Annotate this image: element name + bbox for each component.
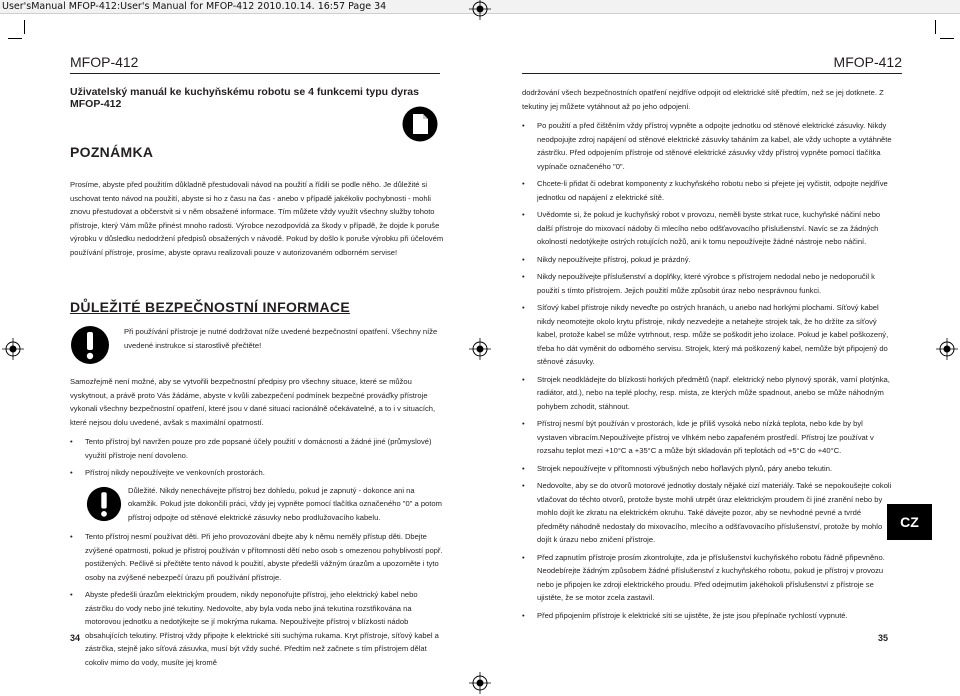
note-text: Prosíme, abyste před použitím důkladně přestudovali návod na použití a řídili se podle něho. Je důležité si uschovat tento návod na použití, abyste si ho z času na čas - anebo v případě jakékoliv pochybnosti - mohli znovu přestudovat a občerstvit si v něm obsažené informace. Tím můžete vždy využít všechny služby tohoto přístroje, který Vám může přinést mnoho radosti. Výrobce nezodpovídá za škody v případě, že dojde k poruše výrobku v důsledku nedodržení předpisů obsažených v návodě. Pokud by došlo k poruše výrobku při účelovém používání přístroje, prosíme, abyste opravu realizovali pouze v autorizovaném odborném servise! [70, 180, 444, 257]
list-item-text: Strojek neodkládejte do blízkosti horkých předmětů (např. elektrický nebo plynový sporák, varní plotýnka, radiátor, atd.), nebo na teplé plochy, resp. místa, ze kterých může spadnout, anebo se může náhodným pohybem zchodit, stáhnout. [537, 374, 890, 411]
registration-mark-left-icon [2, 338, 24, 360]
registration-mark-right-icon [936, 338, 958, 360]
list-item [70, 435, 445, 462]
bullet-icon: • [522, 179, 525, 188]
bullet-icon: • [522, 419, 525, 428]
list-item [522, 270, 894, 297]
list-item [522, 119, 894, 173]
model-label-left: MFOP-412 [70, 54, 139, 70]
bullet-icon: • [522, 374, 525, 384]
list-item-text: Nedovolte, aby se do otvorů motorové jednotky dostaly nějaké cizí materiály. Také se nepokoušejte cokoli vtlačovat do těchto otvorů, protože byste mohli utrpět úraz elektrickým proudem či jiné zranění nebo by mohlo dojít ke zkratu na elektrickém okruhu. Také dávejte pozor, aby se nevhodné pevné a tvrdé předměty náhodně nedostaly do mixovacího, mlecího a odšťavovacího příslušenství, protože by mohlo dojít k úrazu nebo zničení přístroje. [537, 481, 892, 544]
list-item-text: Chcete-li přidat či odebrat komponenty z kuchyňského robotu nebo si přejete jej vyčistit, odpojte nejdříve jednotku od napájení z elektrické sítě. [537, 179, 888, 202]
bullet-icon: • [522, 552, 525, 562]
bullet-icon: • [70, 532, 73, 541]
safety-warning-text: Při používání přístroje je nutné dodržovat níže uvedené bezpečnostní opatření. Všechny níže uvedené instrukce si starostlivě přečtěte! [124, 327, 438, 350]
bullet-icon: • [522, 481, 525, 490]
bullet-icon: • [522, 463, 525, 473]
bullet-icon: • [70, 468, 73, 477]
list-item-text: Síťový kabel přístroje nikdy neveďte po ostrých hranách, u anebo nad horkými plochami. Síťový kabel nikdy neomotejte okolo krytu přístroje, nikdy nezvedejte a netahejte strojek tak, že ho držíte za síťový kabel, protože kabel se může vytrhnout, resp. může se poškodit jeho izolace. Pokud je kabel poškozený, třeba ho dát vyměnit do odborného servisu. Strojek, který má poškozený kabel, nemůže být připojený do stěnové zásuvky. [537, 303, 889, 366]
list-item [522, 208, 894, 249]
list-item-text: Před zapnutím přístroje prosím zkontrolujte, zda je příslušenství kuchyňského robotu řádně připevněno. Neodebírejte žádným způsobem žádné příslušenství z kuchyňského robotu, pokud je přístroj v provozu nebo je připojen ke zdroji elektrického proudu. Před odejmutím jakéhokoli příslušenství z přístroje se ujistěte, že se motor zcela zastavil. [537, 552, 885, 602]
crop-line-top-left [24, 20, 25, 34]
exclamation-warning-icon [86, 486, 122, 522]
crop-line-top-right [935, 20, 936, 34]
bullet-icon: • [70, 437, 73, 446]
right-column [522, 86, 894, 626]
list-item [70, 588, 445, 669]
list-item-text: Nikdy nepoužívejte přístroj, pokud je prázdný. [537, 254, 691, 264]
registration-mark-center-icon [469, 338, 491, 360]
crop-line-top-left-h [8, 38, 22, 39]
bullet-icon: • [522, 610, 525, 620]
safety-heading: DŮLEŽITÉ BEZPEČNOSTNÍ INFORMACE [70, 299, 350, 315]
list-item [70, 466, 445, 480]
bullet-icon: • [70, 590, 73, 599]
list-item [522, 462, 894, 476]
model-label-right: MFOP-412 [833, 54, 902, 70]
list-item [522, 479, 894, 547]
bullet-icon: • [522, 272, 525, 281]
safety-warning-block [70, 325, 445, 369]
list-item [522, 177, 894, 204]
list-item-text: Po použití a před čištěním vždy přístroj vypněte a odpojte jednotku od stěnové elektrické zásuvky. Nikdy neodpojujte zdroj napájení od stěnové elektrické zásuvky taháním za kabel, ale vždy uchopte a vytáhněte zástrčku. Před odpojením přístroje od stěnové elektrické zásuvky vždy přístroj vypněte pomocí tlačítka vypínače označeného "0". [537, 121, 892, 171]
exclamation-warning-icon [70, 325, 110, 365]
manual-subtitle: Uživatelský manuál ke kuchyňskému robotu se 4 funkcemi typu dyras MFOP-412 [70, 86, 419, 110]
crop-line-top-right-h [940, 38, 954, 39]
bullet-icon: • [522, 303, 525, 312]
continued-text: dodržování všech bezpečnostních opatření nejdříve odpojit od elektrické sítě předtím, než se jej dotknete. Z tekutiny jej můžete vytáhnout až po jeho odpojení. [522, 88, 884, 111]
safety-bullets-a [70, 435, 445, 480]
bullet-icon: • [522, 210, 525, 219]
list-item [522, 253, 894, 267]
note-heading: POZNÁMKA [70, 144, 154, 160]
registration-mark-top-icon [469, 0, 491, 20]
unattended-warning-text: Důležité. Nikdy nenechávejte přístroj bez dohledu, pokud je zapnutý - dokonce ani na okamžik. Pokud jste dokončili práci, vždy jej vypněte pomocí tlačítka označeného "0" a potom přístroj odpojte od stěnové elektrické zásuvky nebo prodlužovacího kabelu. [128, 485, 442, 522]
safety-bullets-b [70, 530, 445, 669]
list-item [522, 417, 894, 458]
unattended-warning-block [70, 484, 445, 525]
bullet-icon: • [522, 121, 525, 130]
page-number-right: 35 [878, 633, 889, 643]
file-header-text: User'sManual MFOP-412:User's Manual for MFOP-412 2010.10.14. 16:57 Page 34 [2, 1, 387, 12]
registration-mark-bottom-icon [469, 672, 491, 694]
list-item [522, 609, 894, 623]
list-item-text: Před připojením přístroje k elektrické síti se ujistěte, že jste jsou přepínače rychlostí vypnuté. [537, 610, 848, 620]
header-rule-right [522, 73, 902, 74]
list-item-text: Tento přístroj byl navržen pouze pro zde popsané účely použití v domácnosti a žádné jiné (průmyslové) využití přístroje není dovoleno. [85, 437, 432, 460]
right-bullets [522, 119, 894, 622]
list-item [70, 530, 445, 584]
list-item-text: Přístroj nesmí být používán v prostorách, kde je příliš vysoká nebo nízká teplota, nebo kde by byl vystaven vibracím.Nepoužívejte přístroj ve vlhkém nebo zapařeném prostředí. Přístroj lze používat v rozsahu teplot mezi +10°C a +35°C a může být skladován při teplotách od +5°C do +40°C. [537, 419, 874, 455]
note-document-icon [402, 106, 438, 142]
list-item [522, 301, 894, 369]
list-item-text: Nikdy nepoužívejte příslušenství a doplňky, které výrobce s přístrojem nedodal nebo je nedoporučil k použití s tímto přístrojem. Jejich použití může způsobit úraz nebo nesprávnou funkci. [537, 272, 875, 295]
list-item-text: Tento přístroj nesmí používat děti. Při jeho provozování dbejte aby k němu neměly přístup děti. Dbejte zvýšené opatrnosti, pokud je přístroj používán v přítomnosti dětí nebo osob s omezenou pohyblivostí popř. postižených. Pečlivě si přečtěte tento návod k použití, abyste předešli vážným úrazům a upozorněte i tyto osoby na zvýšené nebezpečí úrazu při používání přístroje. [85, 532, 443, 582]
language-tab-cz: CZ [887, 504, 932, 540]
safety-intro: Samozřejmě není možné, aby se vytvořili bezpečnostní předpisy pro všechny situace, které se můžou vyskytnout, a právě proto Vás žádáme, abyste v kvůli zabezpečení podmínek bezpečné prováďky přístroje vykonali všechny bezpečnostní opatření, které jsou v dané situaci racionálně očekávatelné, a to i v situacích, které nejsou dolu uvedené, avšak s maximální opatrností. [70, 377, 436, 427]
list-item-text: Uvědomte si, že pokud je kuchyňský robot v provozu, neměli byste strkat ruce, kuchyňské náčiní nebo další přístroje do mixovací nádoby či mlecího nebo odšťavovacího příslušenství. Navíc se za žádných okolností nedotýkejte ostrých rotujících nožů, ani k tomu nepoužívejte žádné nástroje nebo náčiní. [537, 210, 881, 246]
list-item-text: Strojek nepoužívejte v přítomnosti výbušných nebo hořlavých plynů, páry anebo tekutin. [537, 463, 833, 473]
list-item [522, 551, 894, 605]
bullet-icon: • [522, 254, 525, 264]
list-item-text: Abyste předešli úrazům elektrickým proudem, nikdy neponořujte přístroj, jeho elektrický kabel nebo zástrčku do vody nebo jiné tekutiny. Nedovolte, aby byla voda nebo jiná tekutina rozstřikována na motorovou jednotku a nedotýkejte se jí mokrýma rukama. Nepoužívejte přístroj v blízkosti nádob obsahujících tekutiny. Přístroj vždy připojte k elektrické síti suchýma rukama. Kryt přístroje, síťový kabel a zástrčka, stejně jako síťová zásuvka, musí být vždy suché. Předtím než začnete s tím přístrojem dělat cokoliv mimo do vody, musíte jej kromě [85, 590, 439, 667]
list-item-text: Přístroj nikdy nepoužívejte ve venkovních prostorách. [85, 468, 265, 477]
page-number-left: 34 [70, 633, 81, 643]
list-item [522, 373, 894, 414]
header-rule-left [70, 73, 440, 74]
left-column [70, 82, 445, 673]
